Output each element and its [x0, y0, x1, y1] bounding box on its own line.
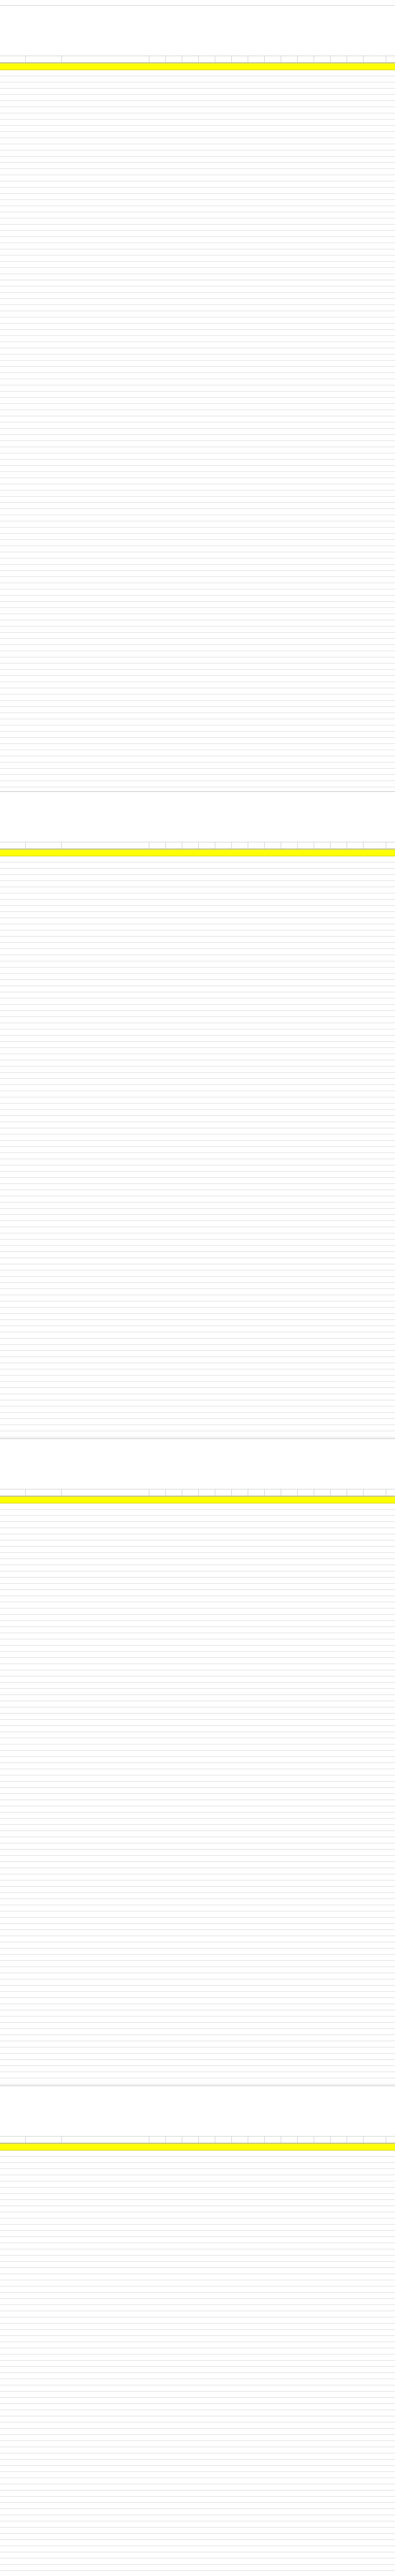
col-label: [26, 56, 62, 62]
column-header-row: [0, 1489, 395, 1496]
column-header-row: [0, 2137, 395, 2143]
col-label: [232, 2137, 248, 2143]
col-label: [265, 842, 281, 849]
col-label: [62, 1489, 149, 1496]
col-label: [166, 1489, 182, 1496]
col-label: [0, 56, 26, 62]
section-note: [0, 2086, 395, 2137]
col-label: [62, 842, 149, 849]
col-label: [265, 56, 281, 62]
col-label: [166, 842, 182, 849]
col-label: [166, 2137, 182, 2143]
top-blank-row: [0, 0, 395, 6]
col-label: [347, 56, 364, 62]
col-label: [182, 842, 199, 849]
col-label: [331, 56, 347, 62]
table-rows-block: [0, 2150, 395, 2576]
col-label: [364, 56, 386, 62]
col-label: [215, 2137, 232, 2143]
section-note: [0, 6, 395, 56]
column-header-row: [0, 56, 395, 63]
col-label: [281, 842, 298, 849]
section-header-bar: [0, 1496, 395, 1503]
section-header-bar: [0, 63, 395, 70]
section-header-bar: [0, 2143, 395, 2150]
col-label: [199, 842, 215, 849]
col-label: [347, 842, 364, 849]
col-label: [149, 56, 166, 62]
col-label: [248, 2137, 265, 2143]
col-label: [248, 842, 265, 849]
col-label: [232, 1489, 248, 1496]
col-label: [364, 2137, 386, 2143]
col-label: [347, 2137, 364, 2143]
col-label: [62, 56, 149, 62]
section-note: [0, 792, 395, 842]
section-header-bar: [0, 849, 395, 856]
col-label: [215, 56, 232, 62]
col-label: [298, 56, 314, 62]
col-label: [364, 1489, 386, 1496]
col-label: [314, 842, 331, 849]
col-label: [314, 2137, 331, 2143]
column-header-row: [0, 842, 395, 849]
col-label: [199, 2137, 215, 2143]
col-label: [347, 1489, 364, 1496]
col-label: [265, 1489, 281, 1496]
col-label: [248, 1489, 265, 1496]
col-label: [199, 1489, 215, 1496]
col-label: [0, 2137, 26, 2143]
col-label: [182, 1489, 199, 1496]
col-label: [26, 842, 62, 849]
col-label: [215, 1489, 232, 1496]
col-label: [182, 56, 199, 62]
col-label: [199, 56, 215, 62]
col-label: [364, 842, 386, 849]
col-label: [281, 1489, 298, 1496]
col-label: [298, 842, 314, 849]
col-label: [166, 56, 182, 62]
col-label: [0, 842, 26, 849]
col-label: [232, 56, 248, 62]
table-rows-block: [0, 70, 395, 792]
col-label: [331, 842, 347, 849]
col-label: [281, 2137, 298, 2143]
section-note: [0, 1439, 395, 1489]
col-label: [314, 1489, 331, 1496]
col-label: [149, 1489, 166, 1496]
col-label: [215, 842, 232, 849]
col-label: [26, 1489, 62, 1496]
col-label: [281, 56, 298, 62]
col-label: [149, 2137, 166, 2143]
col-label: [331, 1489, 347, 1496]
col-label: [314, 56, 331, 62]
col-label: [62, 2137, 149, 2143]
col-label: [331, 2137, 347, 2143]
table-rows-block: [0, 1503, 395, 2086]
col-label: [265, 2137, 281, 2143]
col-label: [149, 842, 166, 849]
table-rows-block: [0, 856, 395, 1439]
col-label: [232, 842, 248, 849]
col-label: [182, 2137, 199, 2143]
col-label: [0, 1489, 26, 1496]
col-label: [298, 1489, 314, 1496]
col-label: [298, 2137, 314, 2143]
col-label: [248, 56, 265, 62]
col-label: [26, 2137, 62, 2143]
